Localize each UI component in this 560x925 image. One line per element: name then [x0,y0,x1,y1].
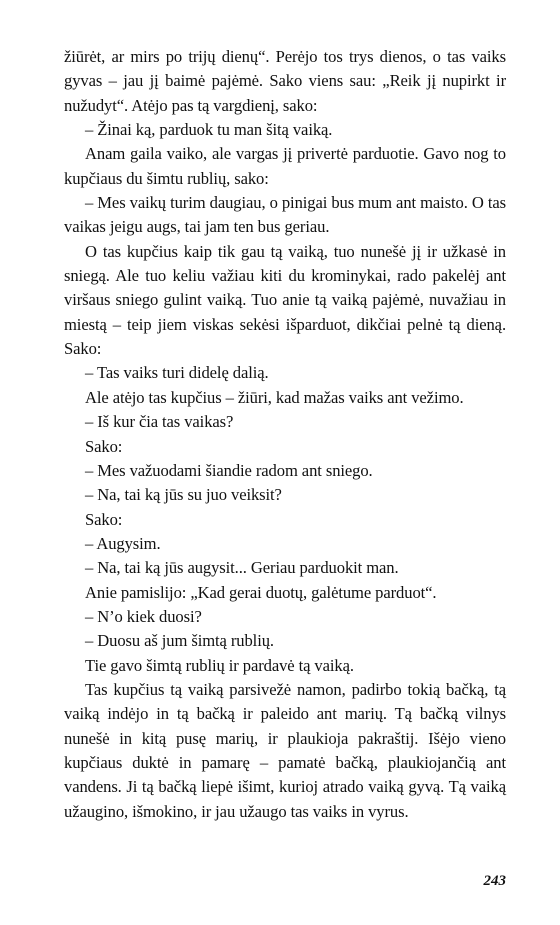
paragraph: Sako: [85,436,123,456]
paragraph: žiūrėt, ar mirs po trijų dienų“. Perėjo tos trys dienos, o tas vaiks gyvas – jau jį baimė pajėmė. Sako viens sau: „Reik jį nupirkt ir nužudyt“. Atėjo pas tą vargdienį, sako: [64,47,506,115]
paragraph: – Mes važuodami šiandie radom ant sniego. [85,460,373,480]
paragraph: – Žinai ką, parduok tu man šitą vaiką. [85,120,333,140]
paragraph: Anam gaila vaiko, ale vargas jį privertė parduotie. Gavo nog to kupčiaus du šimtu rublių, sako: [64,144,506,188]
paragraph: – Iš kur čia tas vaikas? [85,412,234,432]
paragraph: Tie gavo šimtą rublių ir pardavė tą vaiką. [85,655,354,675]
paragraph: – Tas vaiks turi didelę dalią. [85,363,269,383]
paragraph: Tas kupčius tą vaiką parsivežė namon, padirbo tokią bačką, tą vaiką indėjo in tą bačką ir paleido ant marių. Tą bačką vilnys nunešė in kitą pusę marių, ir plaukioja pakraštij. Išėjo vieno kupčiaus duktė in pamarę – pamatė bačką, plaukiojančią ant vandens. Ji tą bačką liepė išimt, kurioj atrado vaiką gyvą. Tą vaiką užaugino, išmokino, ir jau užaugo tas vaiks in vyrus. [64,679,506,821]
paragraph: O tas kupčius kaip tik gau tą vaiką, tuo nunešė jį ir užkasė in sniegą. Ale tuo keliu važiau kiti du krominykai, rado pakelėj ant viršaus sniego gulint vaiką. Tuo anie tą vaiką pajėmė, nuvažiau in miestą – teip jiem viskas sekėsi išparduot, dikčiai pelnė tą dieną. Sako: [64,241,506,359]
paragraph: Anie pamislijo: „Kad gerai duotų, galėtume parduot“. [85,582,437,602]
body-text [64,45,506,824]
paragraph: – Mes vaikų turim daugiau, o pinigai bus mum ant maisto. O tas vaikas jeigu augs, tai jam ten bus geriau. [64,193,506,237]
paragraph: – Na, tai ką jūs su juo veiksit? [85,485,282,505]
paragraph: – N’o kiek duosi? [85,606,202,626]
paragraph: – Na, tai ką jūs augysit... Geriau parduokit man. [85,558,399,578]
page-number: 243 [483,873,506,889]
paragraph: – Duosu aš jum šimtą rublių. [85,631,274,651]
paragraph: – Augysim. [85,533,161,553]
paragraph: Ale atėjo tas kupčius – žiūri, kad mažas vaiks ant vežimo. [85,387,464,407]
paragraph: Sako: [85,509,123,529]
